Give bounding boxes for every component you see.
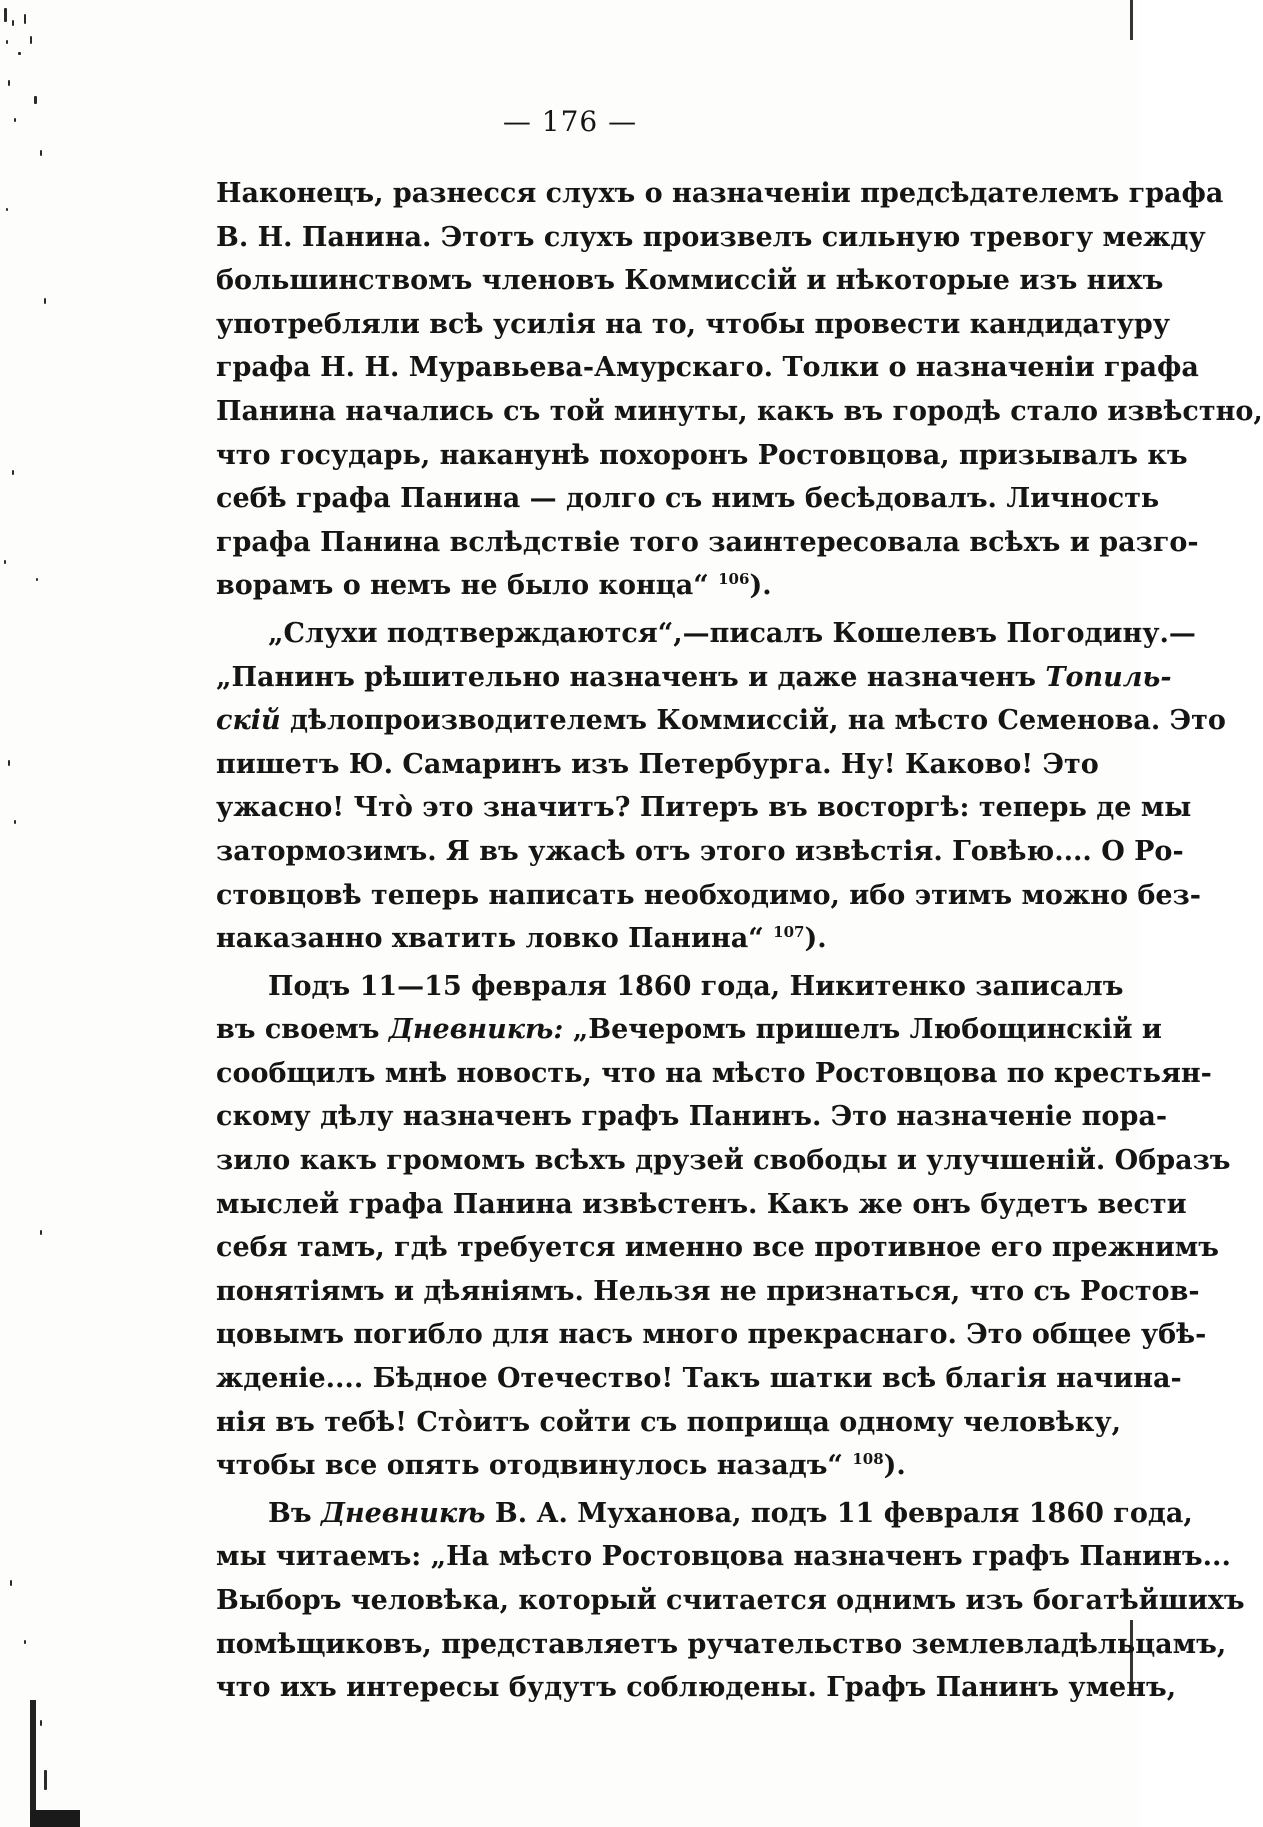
text-line xyxy=(216,1535,1231,1579)
text-run: затормозимъ. Я въ ужасѣ отъ этого извѣстія. Говѣю.... О Ро- xyxy=(216,835,1184,867)
body-text xyxy=(216,172,1263,1710)
text-line xyxy=(216,917,1058,961)
text-line xyxy=(216,1579,1245,1623)
text-line xyxy=(216,1492,1193,1536)
text-run: въ своемъ xyxy=(216,1014,389,1046)
text-run: ). xyxy=(749,570,772,602)
text-run: В. Н. Панина. Этотъ слухъ произвелъ сильную тревогу между xyxy=(216,221,1206,253)
text-line xyxy=(216,699,1226,743)
text-run: графа Панина вслѣдствіе того заинтересовала всѣхъ и разго- xyxy=(216,526,1199,558)
text-line xyxy=(216,390,1263,434)
text-line xyxy=(216,874,1201,918)
text-run: нія въ тебѣ! Стòитъ сойти съ поприща одному человѣку, xyxy=(216,1406,1122,1438)
text-run: себя тамъ, гдѣ требуется именно все противное его прежнимъ xyxy=(216,1232,1219,1264)
scan-edge-artifacts xyxy=(0,0,60,1827)
text-line xyxy=(216,434,1188,478)
text-line xyxy=(216,346,1199,390)
text-line xyxy=(216,743,1099,787)
text-run: мыслей графа Панина извѣстенъ. Какъ же онъ будетъ вести xyxy=(216,1188,1187,1220)
footnote-ref: 108 xyxy=(852,1450,884,1469)
text-run: употребляли всѣ усилія на то, чтобы провести кандидатуру xyxy=(216,308,1171,340)
text-run: „Панинъ рѣшительно назначенъ и даже назначенъ xyxy=(216,661,1046,693)
text-run: графа Н. Н. Муравьева-Амурскаго. Толки о назначеніи графа xyxy=(216,352,1199,384)
text-run: „Вечеромъ пришелъ Любощинскій и xyxy=(563,1014,1162,1046)
text-line xyxy=(216,1183,1187,1227)
text-run: себѣ графа Панина — долго съ нимъ бесѣдовалъ. Личность xyxy=(216,483,1160,515)
italic-text: скій xyxy=(216,705,281,737)
text-run: Выборъ человѣка, который считается однимъ изъ богатѣйшихъ xyxy=(216,1585,1245,1616)
text-line xyxy=(216,965,1124,1009)
text-line xyxy=(216,1666,1177,1710)
page-number: — 176 — xyxy=(502,105,638,138)
text-line xyxy=(216,1623,1227,1667)
text-line xyxy=(216,521,1199,565)
text-run: мы читаемъ: „На мѣсто Ростовцова назначенъ графъ Панинъ... xyxy=(216,1541,1231,1573)
text-line xyxy=(216,830,1184,874)
text-line xyxy=(216,172,1224,216)
text-line xyxy=(216,1313,1207,1357)
text-run: „Слухи подтверждаются“,—писалъ Кошелевъ Погодину.— xyxy=(268,617,1196,649)
text-run: сообщилъ мнѣ новость, что на мѣсто Ростовцова по крестьян- xyxy=(216,1057,1212,1089)
text-line xyxy=(216,612,1196,656)
scan-edge-bar xyxy=(30,1700,36,1827)
text-line xyxy=(216,1357,1182,1401)
italic-text: Дневникѣ xyxy=(320,1497,486,1529)
text-run: что ихъ интересы будутъ соблюдены. Графъ Панинъ уменъ, xyxy=(216,1672,1177,1704)
text-run: цовымъ погибло для насъ много прекраснаго. Это общее убѣ- xyxy=(216,1319,1207,1351)
text-line xyxy=(216,1401,1122,1445)
text-line xyxy=(216,1270,1200,1314)
text-run: ворамъ о немъ не было конца“ xyxy=(216,570,719,602)
text-line xyxy=(216,1008,1162,1052)
text-run: дѣлопроизводителемъ Коммиссій, на мѣсто Семенова. Это xyxy=(280,705,1226,737)
text-run: Панина начались съ той минуты, какъ въ городѣ стало извѣстно, xyxy=(216,395,1263,427)
text-line xyxy=(216,216,1206,260)
text-run: чтобы все опять отодвинулось назадъ“ xyxy=(216,1450,853,1482)
text-run: пишетъ Ю. Самаринъ изъ Петербурга. Ну! Каково! Это xyxy=(216,748,1099,780)
text-line xyxy=(216,564,1058,608)
italic-text: Топиль- xyxy=(1045,661,1172,693)
text-run: Наконецъ, разнесся слухъ о назначеніи предсѣдателемъ графа xyxy=(216,178,1224,209)
text-run: зило какъ громомъ всѣхъ друзей свободы и улучшеній. Образъ xyxy=(216,1145,1231,1177)
scan-right-mark xyxy=(1130,0,1133,40)
text-run: ). xyxy=(883,1450,906,1482)
text-line xyxy=(216,1444,1058,1488)
text-run: помѣщиковъ, представляетъ ручательство землевладѣльцамъ, xyxy=(216,1628,1227,1660)
text-run: В. А. Муханова, подъ 11 февраля 1860 года, xyxy=(485,1497,1193,1529)
text-run: стовцовѣ теперь написать необходимо, ибо этимъ можно без- xyxy=(216,879,1201,911)
text-run: жденіе.... Бѣдное Отечество! Такъ шатки всѣ благія начина- xyxy=(216,1363,1182,1395)
text-run: скому дѣлу назначенъ графъ Панинъ. Это назначеніе пора- xyxy=(216,1101,1168,1133)
text-run: Въ xyxy=(268,1497,321,1529)
text-line xyxy=(216,259,1164,303)
text-line xyxy=(216,786,1192,830)
text-run: большинствомъ членовъ Коммиссій и нѣкоторые изъ нихъ xyxy=(216,265,1164,297)
text-line xyxy=(216,1052,1212,1096)
text-run: понятіямъ и дѣяніямъ. Нельзя не признаться, что съ Ростов- xyxy=(216,1275,1200,1307)
italic-text: Дневникѣ: xyxy=(388,1014,564,1046)
text-run: ). xyxy=(804,923,827,955)
text-line xyxy=(216,1139,1231,1183)
scan-edge-corner xyxy=(30,1810,80,1827)
text-run: наказанно хватить ловко Панина“ xyxy=(216,923,774,955)
text-line xyxy=(216,477,1160,521)
text-line xyxy=(216,656,1172,700)
text-run: что государь, наканунѣ похоронъ Ростовцова, призывалъ къ xyxy=(216,439,1188,471)
text-line xyxy=(216,1226,1219,1270)
footnote-ref: 107 xyxy=(773,923,805,942)
footnote-ref: 106 xyxy=(718,570,750,589)
text-run: Подъ 11—15 февраля 1860 года, Никитенко записалъ xyxy=(268,970,1124,1002)
text-run: ужасно! Чтò это значитъ? Питеръ въ восторгѣ: теперь де мы xyxy=(216,792,1192,824)
text-line xyxy=(216,1095,1168,1139)
text-line xyxy=(216,303,1171,347)
